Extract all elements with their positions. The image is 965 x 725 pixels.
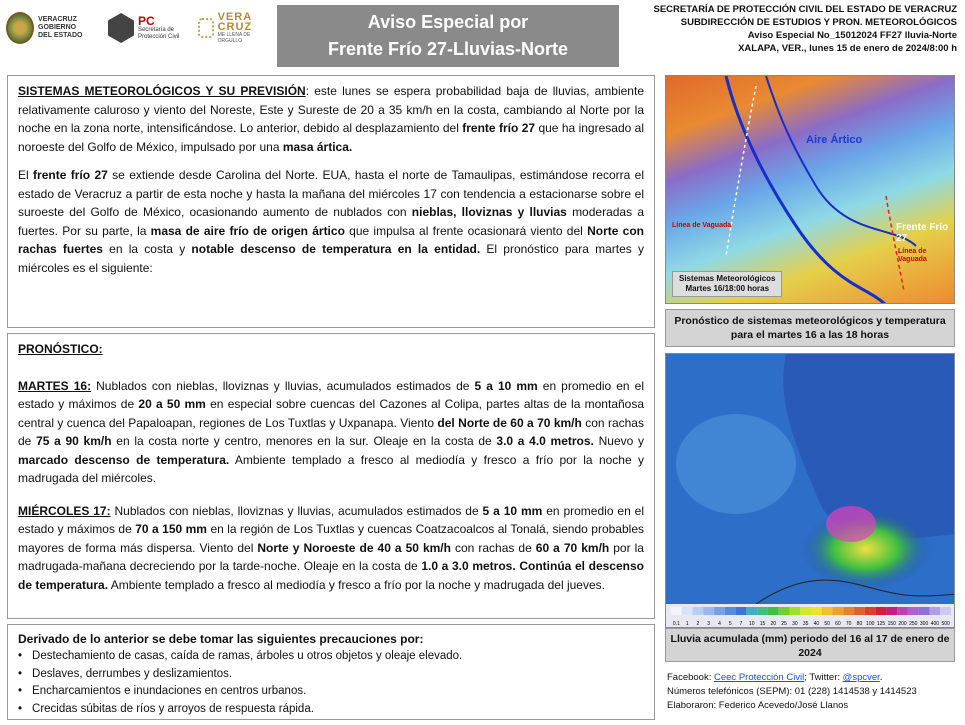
scale-tick-label: 5	[728, 621, 732, 627]
scale-tick-label: 500	[941, 621, 950, 627]
scale-tick-label: 25	[781, 621, 787, 627]
forecast-heading-row	[18, 340, 644, 359]
body-text: en promedio en el estado y máximos de	[18, 378, 645, 411]
emphasis-text: 5 a 10 mm	[474, 378, 538, 393]
emphasis-text: masa de aire frío de origen ártico	[150, 223, 345, 238]
logo-text: Secretaría de	[138, 27, 175, 33]
tuesday-label: MARTES 16:	[18, 378, 92, 393]
scale-tick-label: 70	[845, 621, 852, 627]
arctic-air-label: Aire Ártico	[806, 134, 863, 146]
front-lines-graphic	[666, 76, 955, 304]
scale-swatch	[757, 607, 768, 615]
emphasis-text: 3.0 a 4.0 metros.	[496, 434, 594, 448]
forecast-tuesday	[18, 377, 644, 488]
scale-tick-label: 35	[802, 621, 809, 627]
scale-swatch	[714, 607, 725, 615]
body-text: El pronóstico para martes y miércoles es el siguiente:	[18, 242, 644, 275]
list-item: • Crecidas súbitas de ríos y arroyos de respuesta rápida.	[18, 701, 644, 719]
twitter-label: ; Twitter:	[804, 672, 843, 683]
scale-swatch	[682, 607, 693, 615]
phone-numbers: Números telefónicos (SEPM): 01 (228) 1414538 y 1414523	[667, 686, 917, 697]
scale-swatch	[908, 607, 919, 615]
title-line: Aviso Especial por	[367, 12, 529, 32]
social-links	[667, 671, 962, 685]
place-date: XALAPA, VER., lunes 15 de enero de 2024/8:00 h	[738, 43, 957, 54]
scale-swatch	[940, 607, 951, 615]
body-text: Nuevo y	[593, 434, 645, 448]
emphasis-text: 75 a 90 km/h	[36, 434, 112, 448]
precautions-list	[18, 648, 644, 718]
scale-tick-label: 20	[770, 621, 777, 627]
cold-front-label: Frente Frío 27	[896, 222, 949, 244]
civil-protection-icon	[108, 13, 134, 43]
emphasis-text: 20 a 50 mm	[138, 397, 206, 411]
precautions-heading: Derivado de lo anterior se debe tomar las siguientes precauciones por:	[18, 632, 424, 646]
precautions-section	[7, 624, 655, 720]
scale-tick-label: 50	[824, 621, 830, 627]
body-text: en la costa norte y centro, menores en la sur. Oleaje en la costa de	[111, 434, 497, 448]
list-item: • Deslaves, derrumbes y deslizamientos.	[18, 666, 644, 684]
scale-swatch	[703, 607, 714, 615]
scale-tick-label: 7	[739, 621, 743, 627]
scale-tick-label: 300	[919, 621, 929, 627]
state-seal-icon	[6, 12, 34, 44]
body-text: Ambiente templado a fresco al mediodía y fresco a frío por la noche y madrugada del jueves.	[108, 577, 605, 592]
body-text: en especial sobre cuencas del Cazones al Colipa, partes altas de la montañosa central y cuenca del Papaloapan, regiones de Los Tuxtlas y Uxpanapa. Viento	[18, 397, 645, 430]
body-text: El	[18, 168, 34, 182]
contact-info	[667, 671, 962, 713]
body-text: con rachas de	[18, 415, 644, 448]
separator: .	[879, 672, 883, 683]
map-legend	[672, 271, 782, 297]
systems-paragraph-2	[18, 166, 644, 277]
veracruz-brand-logo	[198, 8, 260, 48]
body-text: que ha ingresado al noroeste del Golfo de México, impulsado por una	[18, 121, 645, 154]
wednesday-label: MIÉRCOLES 17:	[18, 503, 111, 518]
emphasis-text: del Norte de 60 a 70 km/h	[437, 415, 582, 430]
list-item: • Destechamiento de casas, caída de ramas, árboles u otros objetos y oleaje elevado.	[18, 648, 644, 666]
body-text: Nublados con nieblas, lloviznas y lluvias, acumulados estimados de	[110, 503, 483, 518]
body-text: por la madrugada-mañana decreciendo por la tarde-noche. Oleaje en la costa de	[18, 540, 644, 573]
header	[0, 0, 965, 72]
scale-tick-label: 250	[909, 621, 918, 627]
body-text: en la región de Los Tuxtlas y cuencas Coatzacoalcos al Tonalá, siendo probables mayores de forma más dispersa. Viento del	[18, 522, 644, 555]
body-text: Nublados con nieblas, lloviznas y lluvias, acumulados estimados de	[91, 378, 475, 393]
scale-tick-label: 4	[718, 621, 721, 627]
body-text: moderadas a fuertes. Por su parte, la	[18, 205, 644, 238]
agency-name: SECRETARÍA DE PROTECCIÓN CIVIL DEL ESTADO DE VERACRUZ	[653, 4, 957, 15]
scale-swatch	[897, 607, 908, 615]
forecast-section	[7, 333, 655, 619]
scale-tick-label: 40	[813, 621, 820, 627]
scale-swatch	[919, 607, 930, 615]
scale-swatch	[746, 607, 757, 615]
scale-tick-label: 200	[898, 621, 907, 627]
agency-info	[654, 3, 958, 55]
rainfall-graphic	[666, 354, 955, 628]
scale-tick-label: 30	[792, 621, 798, 627]
emphasis-text: Norte y Noroeste de 40 a 50 km/h	[257, 540, 451, 555]
scale-tick-label: 10	[748, 621, 755, 627]
authors: Elaboraron: Federico Acevedo/José Llanos	[667, 700, 849, 711]
scale-swatch	[736, 607, 747, 615]
veracruz-government-logo	[6, 8, 90, 48]
scale-tick-label: 80	[856, 621, 863, 627]
agency-subdivision: SUBDIRECCIÓN DE ESTUDIOS Y PRON. METEOROLÓGICOS	[680, 17, 957, 28]
logo-text: VERA	[217, 11, 253, 23]
rainfall-map	[665, 353, 955, 628]
emphasis-text: 70 a 150 mm	[135, 522, 207, 536]
logo-text: ME LLENA DE ORGULLO	[217, 32, 251, 44]
scale-swatch	[671, 607, 682, 615]
logo-text: Protección Civil	[138, 34, 180, 40]
weather-systems-map	[665, 75, 955, 304]
emphasis-text: 60 a 70 km/h	[535, 540, 610, 555]
emphasis-text: notable descenso de temperatura en la entidad.	[191, 242, 481, 256]
emphasis-text: masa ártica.	[282, 139, 353, 154]
body-text: : este lunes se espera probabilidad baja de lluvias, ambiente relativamente caluroso y viento del Noreste, Este y Sureste de 20 a 35 km/h en la costa, cambiando al Norte por la noche en la zona norte, intensificándose. Lo anterior, debido al desplazamiento del	[18, 84, 644, 135]
legend-line: Sistemas Meteorológicos	[679, 274, 776, 283]
emphasis-text: frente frío 27	[33, 168, 108, 182]
systems-section	[7, 75, 655, 328]
notice-id: Aviso Especial No_15012024 FF27 lluvia-Norte	[747, 30, 957, 41]
scale-tick-label: 15	[759, 621, 766, 627]
emphasis-text: marcado descenso de temperatura.	[18, 452, 230, 467]
emphasis-text: 5 a 10 mm	[482, 503, 543, 518]
scale-swatch	[929, 607, 940, 615]
emphasis-text: 1.0 a 3.0 metros.	[421, 559, 516, 573]
logo-text: DEL ESTADO	[38, 32, 83, 39]
body-text: que impulsa al frente ocasionará viento del	[344, 223, 588, 238]
forecast-wednesday	[18, 502, 644, 595]
body-text: Ambiente templado a fresco al mediodía y fresco a frío por la noche y madrugada del miércoles.	[18, 452, 645, 485]
title-line: Frente Frío 27-Lluvias-Norte	[327, 39, 569, 59]
logo-text: GOBIERNO	[38, 24, 77, 31]
body-text: en la costa y	[102, 242, 192, 256]
scale-swatch	[779, 607, 790, 615]
facebook-label: Facebook:	[667, 672, 714, 683]
scale-tick-label: 2	[696, 621, 700, 627]
emphasis-text: Norte con rachas fuertes	[18, 223, 645, 256]
emphasis-text: Continúa el descenso de temperatura.	[18, 559, 644, 592]
scale-swatch	[800, 607, 811, 615]
emphasis-text: frente frío 27	[462, 121, 536, 135]
legend-line: Martes 16/18:00 horas	[685, 284, 770, 293]
scale-swatch	[811, 607, 822, 615]
scale-tick-label: 3	[707, 621, 711, 627]
scale-tick-label: 60	[835, 621, 841, 627]
body-text: en promedio en el estado y máximos de	[18, 503, 644, 536]
scale-tick-label: 150	[887, 621, 896, 627]
scale-swatch	[833, 607, 844, 615]
page-title	[277, 5, 619, 67]
trough-label-right: Línea de Vaguada	[898, 248, 927, 263]
scale-swatch	[725, 607, 736, 615]
scale-tick-label: 125	[876, 621, 886, 627]
twitter-link[interactable]: @spcver	[842, 672, 880, 683]
body-text: con rachas de	[450, 540, 536, 555]
rainfall-map-caption: Lluvia acumulada (mm) periodo del 16 al 17 de enero de 2024	[665, 628, 955, 662]
emphasis-text: nieblas, lloviznas y lluvias	[411, 205, 567, 219]
scale-swatch	[789, 607, 800, 615]
scale-swatch	[876, 607, 887, 615]
scale-swatch	[843, 607, 854, 615]
systems-heading: SISTEMAS METEOROLÓGICOS Y SU PREVISIÓN	[18, 84, 306, 98]
forecast-heading: PRONÓSTICO:	[18, 342, 103, 356]
logo-text: VERACRUZ	[38, 16, 77, 23]
scale-swatch	[854, 607, 865, 615]
scale-tick-label: 400	[930, 621, 940, 627]
facebook-link[interactable]: Ceec Protección Civil	[714, 672, 805, 683]
logo-text: PC	[138, 14, 155, 28]
brand-mark-icon	[198, 18, 214, 38]
scale-swatch	[886, 607, 897, 615]
scale-swatch	[768, 607, 779, 615]
list-item: • Encharcamientos e inundaciones en centros urbanos.	[18, 683, 644, 701]
body-text: se extiende desde Carolina del Norte. EUA, hasta el norte de Tamaulipas, estimándose recorra el estado de Veracruz a partir de esta noche y hasta la mañana del miércoles 17 con tendencia a estacionarse sobre el suroeste del Golfo de México, ocasionando aumento de nublados con	[18, 168, 644, 219]
systems-map-caption: Pronóstico de sistemas meteorológicos y temperatura para el martes 16 a las 18 horas	[665, 309, 955, 347]
logo-text: CRUZ	[217, 21, 253, 33]
proteccion-civil-logo	[108, 8, 188, 48]
scale-tick-label: 1	[685, 621, 689, 627]
scale-swatch	[865, 607, 876, 615]
scale-tick-label: 100	[866, 621, 875, 627]
scale-swatch	[693, 607, 704, 615]
scale-tick-label: 0.1	[672, 621, 680, 627]
scale-swatch	[822, 607, 833, 615]
systems-paragraph-1	[18, 82, 644, 156]
trough-label-left: Línea de Vaguada	[672, 222, 732, 229]
